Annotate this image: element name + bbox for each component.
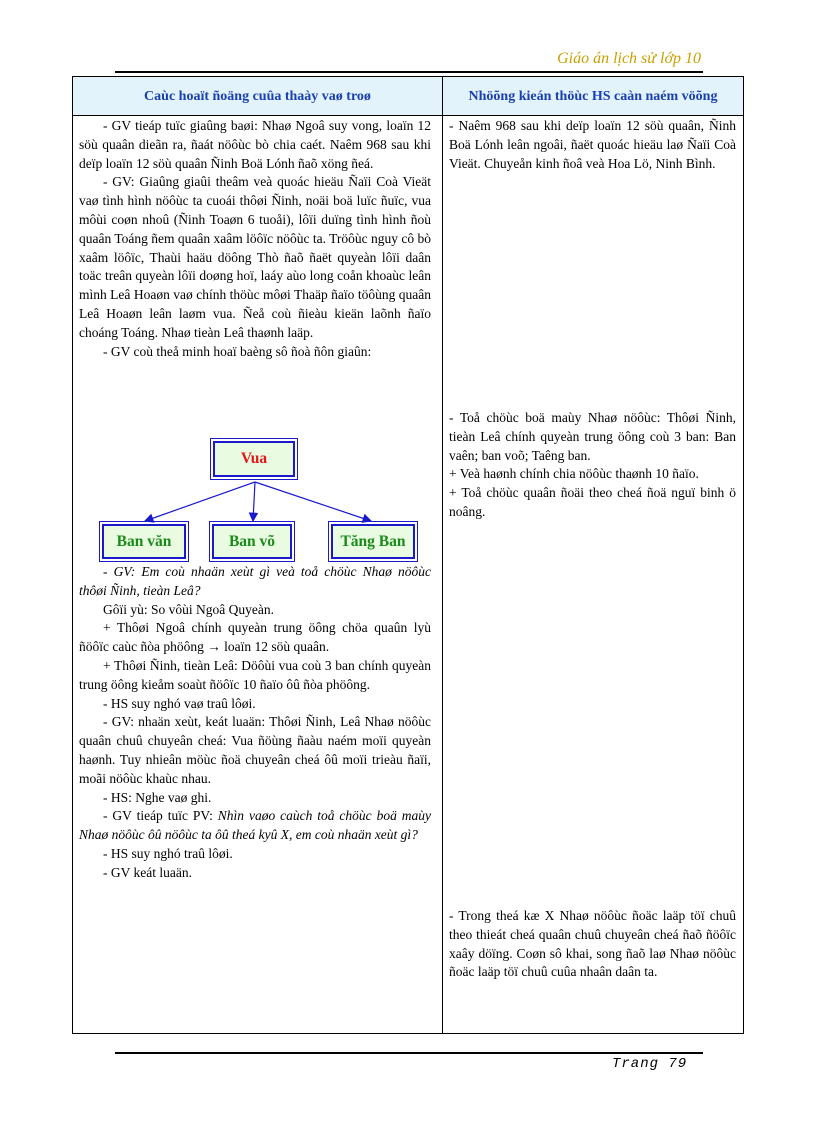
diagram-box-ban-van: Ban văn xyxy=(102,524,186,559)
column-divider xyxy=(442,77,443,1033)
paragraph: + Thôøi Ñinh, tieàn Leâ: Döôùi vua coù 3 ban chính quyeàn trung öông kieåm soaùt ñöôïc 10 ñaïo ôû ñòa phöông. xyxy=(79,657,431,692)
state-structure-diagram xyxy=(95,435,435,575)
paragraph: - HS suy nghó vaø traû lôøi. xyxy=(103,695,256,711)
paragraph: - Toå chöùc boä maùy Nhaø nöôùc: Thôøi Ñinh, tieàn Leâ chính quyeàn trung öông coù 3 ban: Ban vaên; ban voõ; Taêng ban. xyxy=(449,410,736,463)
paragraph: - GV tieáp tuïc giaûng baøi: Nhaø Ngoâ suy vong, loaïn 12 söù quaân dieãn ra, ñaát nöôùc bò chia caét. Naêm 968 sau khi deïp loaïn 12 söù quaân Ñinh Boä Lónh ñaõ xöng ñeá. xyxy=(79,118,431,171)
paragraph: - HS: Nghe vaø ghi. xyxy=(103,789,212,805)
paragraph: - GV coù theå minh hoaï baèng sô ñoà ñôn giaûn: xyxy=(103,343,372,359)
paragraph: + Thôøi Ngoâ chính quyeàn trung öông chöa quaûn lyù ñöôïc caùc ñòa phöông → loaïn 12 söù quaân. xyxy=(79,620,431,655)
footer-rule xyxy=(115,1052,703,1054)
question-paragraph xyxy=(79,807,431,845)
paragraph: - GV keát luaän. xyxy=(103,864,192,880)
connector-ban-vo xyxy=(253,482,255,521)
diagram-box-vua: Vua xyxy=(213,441,295,477)
right-block-2 xyxy=(449,409,736,522)
right-block-1 xyxy=(449,117,736,173)
diagram-box-ban-vo: Ban võ xyxy=(212,524,292,559)
connector-tang-ban xyxy=(255,482,371,521)
lesson-table xyxy=(72,76,744,1034)
question-prefix: - GV tieáp tuïc PV: xyxy=(103,808,218,824)
paragraph: - HS suy nghó traû lôøi. xyxy=(103,845,233,861)
document-header-title: Giáo án lịch sử lớp 10 xyxy=(557,50,701,67)
column-heading-activities: Caùc hoaït ñoäng cuûa thaày vaø troø xyxy=(73,77,442,116)
paragraph: + Toå chöùc quaân ñoäi theo cheá ñoä nguï binh ö noâng. xyxy=(449,485,736,519)
paragraph: + Veà haønh chính chia nöôùc thaønh 10 ñaïo. xyxy=(449,466,699,482)
paragraph: - Trong theá kæ X Nhaø nöôùc ñoäc laäp töï chuû theo thieát cheá quaân chuû chuyeân cheá ñaõ ñöôïc xaây döïng. Coøn sô khai, song ñaõ laø Nhaø nöôùc ñoäc laäp töï chuû cuûa nhaân daân ta. xyxy=(449,908,736,980)
paragraph: - Naêm 968 sau khi deïp loaïn 12 söù quaân, Ñinh Boä Lónh leân ngoâi, ñaët quoác hieäu laø Ñaïi Coà Vieät. Chuyeån kinh ñoâ veà Hoa Lö, Ninh Bình. xyxy=(449,118,736,171)
column-heading-knowledge: Nhöõng kieán thöùc HS caàn naém vöõng xyxy=(443,77,743,116)
left-block-1 xyxy=(79,117,431,361)
paragraph: - GV: Giaûng giaûi theâm veà quoác hieäu Ñaïi Coà Vieät vaø tình hình nöôùc ta cuoái thôøi Ñinh, noäi boä luïc ñuïc, vua môùi coøn nhoû (Ñinh Toaøn 6 tuoåi), lôïi duïng tình hình ñoù quaân Toáng ñem quaân xaâm löôïc nöôùc ta. Tröôùc nguy cô bò xaâm löôïc, Thaùi haäu döông Thò ñaõ ñaët quyeàn lôïi daân toäc treân quyeàn lôïi doøng hoï, laáy aùo long coån khoaùc leân mình Leâ Hoaøn vaø chính thöùc môøi Thaäp ñaïo töôùng quaân Leâ Hoaøn leân laøm vua. Ñeå coù ñieàu kieän laõnh ñaïo choáng Toáng. Nhaø tieàn Leâ thaønh laäp. xyxy=(79,174,431,340)
page-number: Trang 79 xyxy=(612,1056,688,1072)
question-paragraph: - GV: Em coù nhaän xeùt gì veà toå chöùc Nhaø nöôùc thôøi Ñinh, tieàn Leâ? xyxy=(79,564,431,598)
right-block-3 xyxy=(449,907,736,982)
header-rule xyxy=(115,71,703,73)
connector-ban-van xyxy=(145,482,255,521)
paragraph: - GV: nhaän xeùt, keát luaän: Thôøi Ñinh, Leâ Nhaø nöôùc quaân chuû chuyeân cheá: Vua ñöùng ñaàu naém moïi quyeàn haønh. Tuy nhieân möùc ñoä chuyeân cheá ôû moïi trieàu ñaïi, moãi nöôùc khaùc nhau. xyxy=(79,714,431,786)
question-text: Nhìn vaøo caùch toå chöùc boä maùy Nhaø nöôùc ôû nöôùc ta ôû theá kyû X, em coù nhaän xeùt gì? xyxy=(79,808,431,843)
paragraph: Gôïi yù: So vôùi Ngoâ Quyeàn. xyxy=(103,601,274,617)
left-block-2 xyxy=(79,563,431,883)
diagram-box-tang-ban: Tăng Ban xyxy=(331,524,415,559)
